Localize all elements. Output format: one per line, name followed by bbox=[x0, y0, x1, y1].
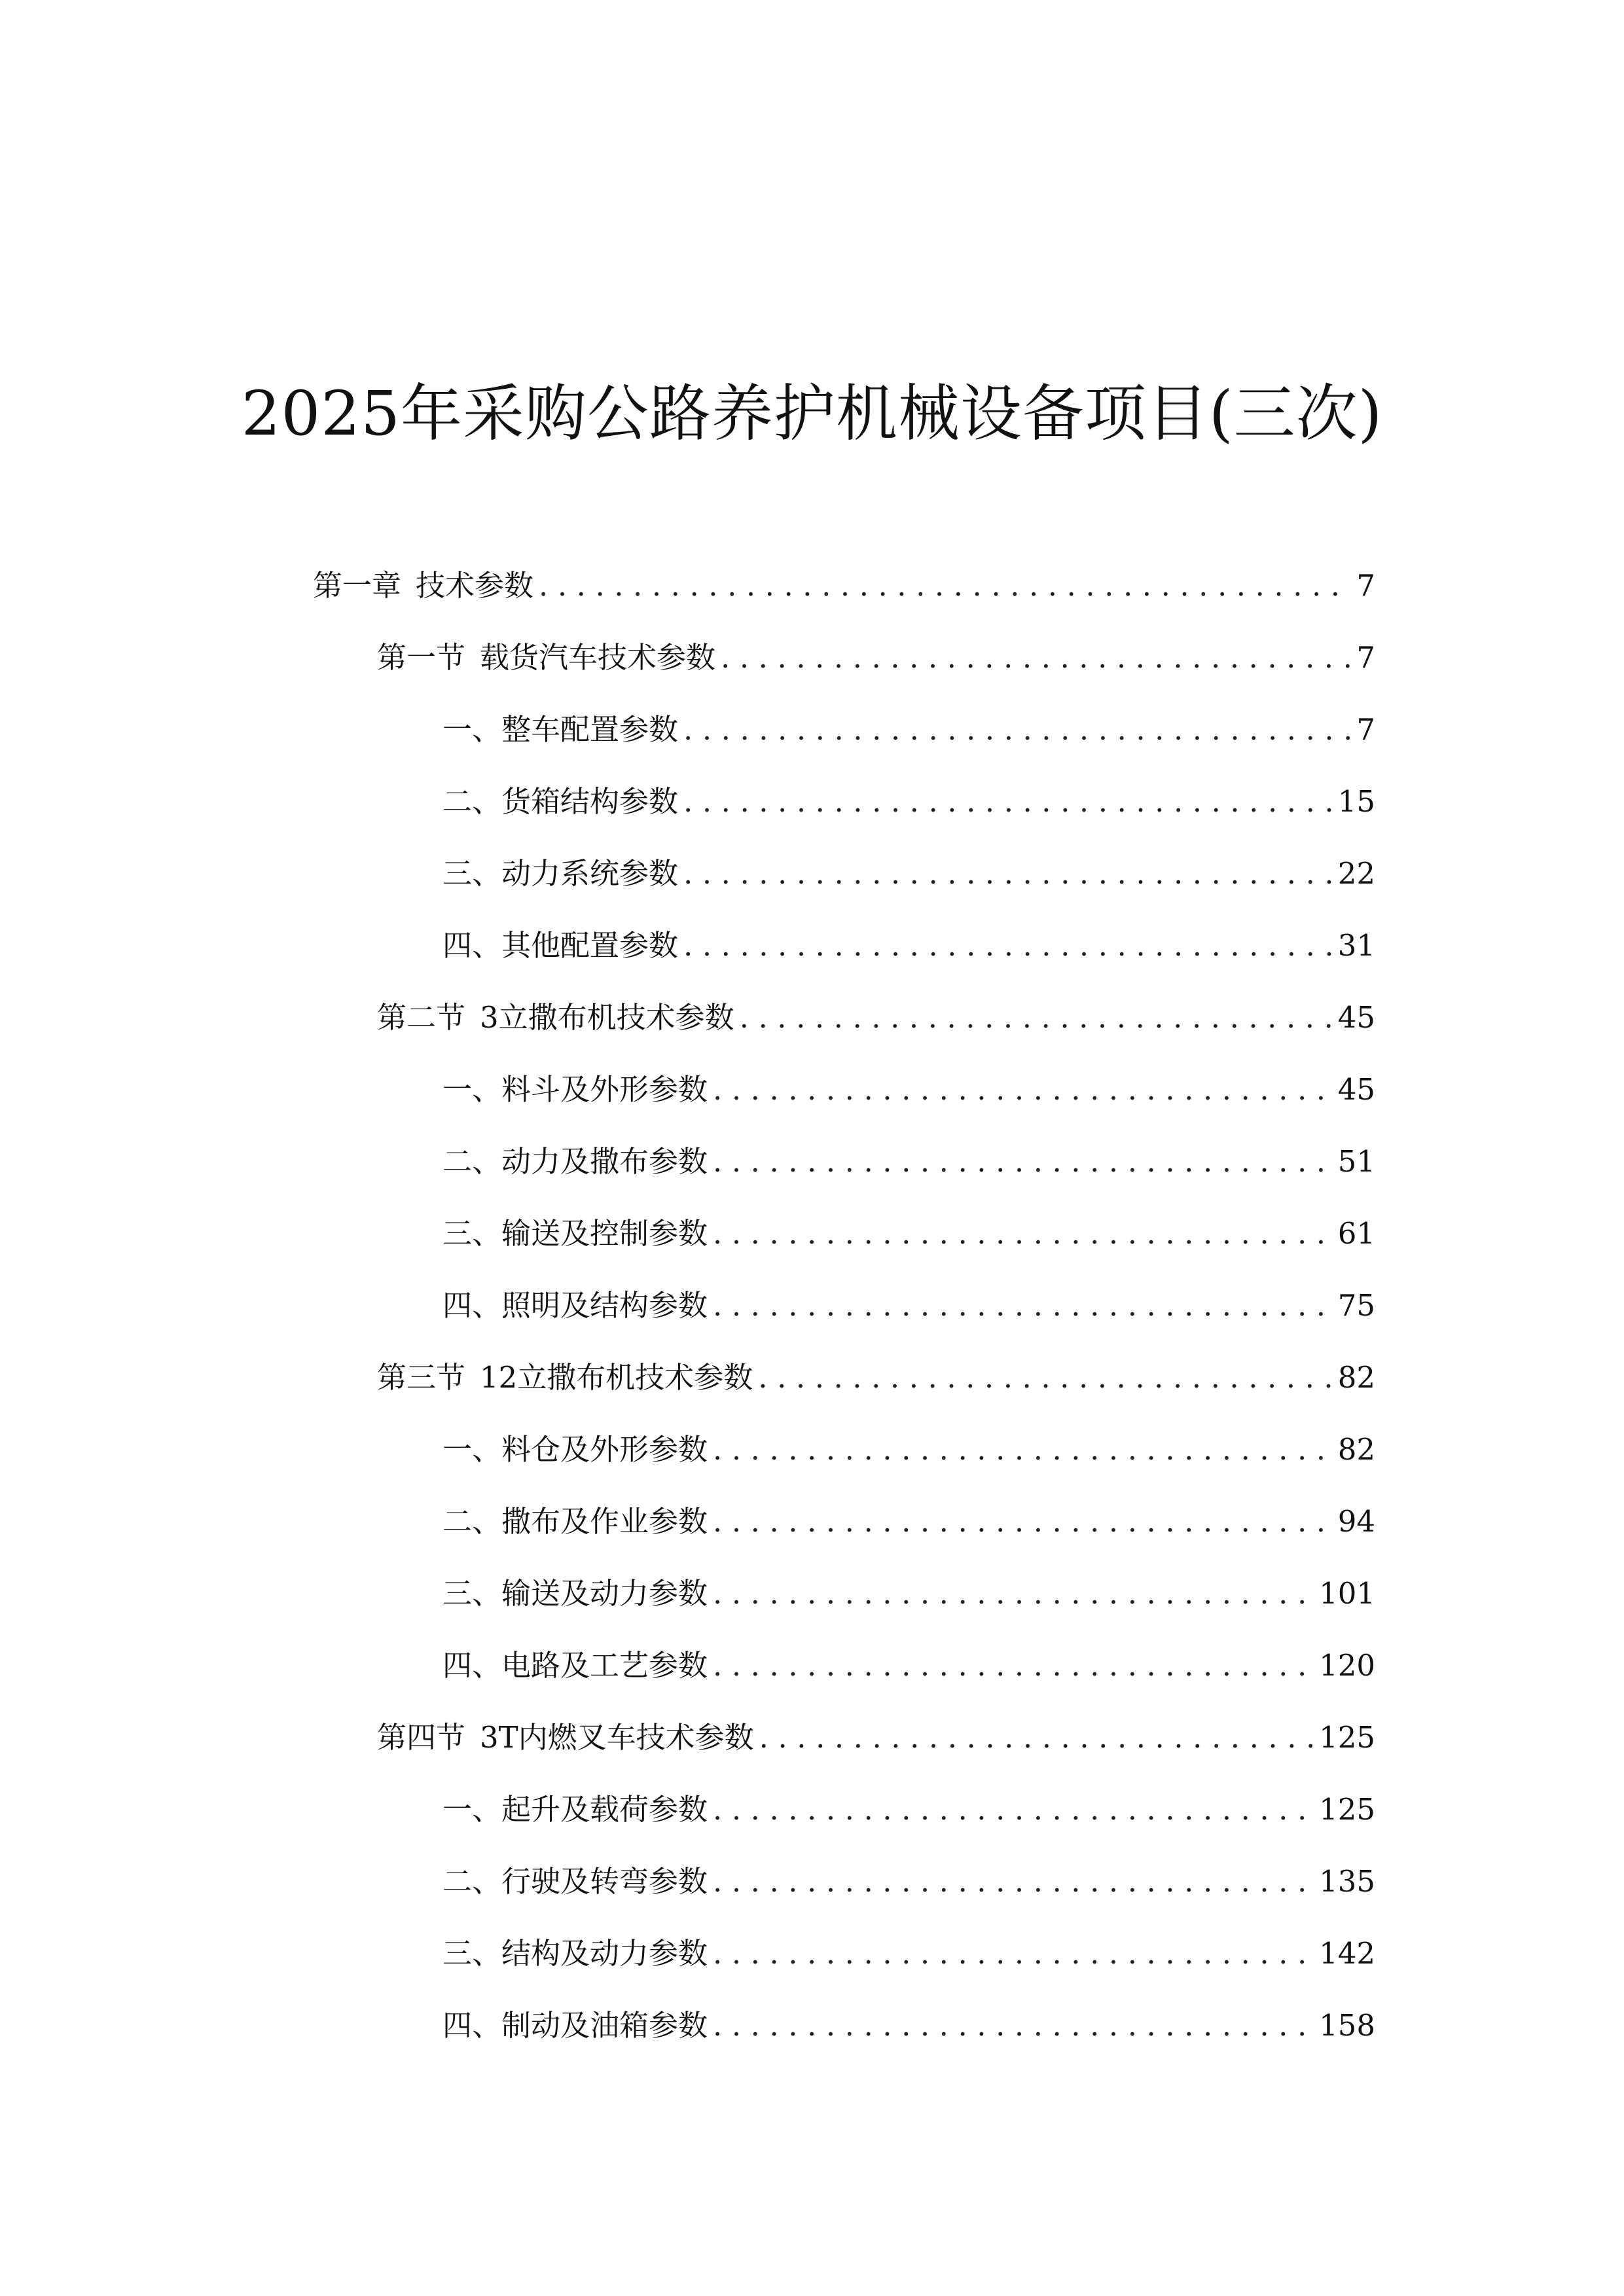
toc-entry-title: 3立撒布机技术参数 bbox=[480, 1000, 734, 1035]
toc-entry-number: 四、 bbox=[442, 2008, 502, 2043]
toc-entry-title: 照明及结构参数 bbox=[501, 1288, 708, 1323]
dot-leader bbox=[713, 1859, 1315, 1905]
toc-page-number: 22 bbox=[1337, 856, 1375, 891]
toc-entry-number: 三、 bbox=[442, 856, 502, 891]
toc-page-number: 31 bbox=[1337, 928, 1375, 963]
toc-page-number: 82 bbox=[1337, 1360, 1375, 1395]
dot-leader bbox=[740, 995, 1334, 1041]
toc-page-number: 15 bbox=[1337, 784, 1375, 819]
toc-entry-title: 起升及载荷参数 bbox=[501, 1792, 708, 1827]
toc-entry-title: 动力及撒布参数 bbox=[501, 1144, 708, 1179]
toc-entry-number: 三、 bbox=[442, 1216, 502, 1251]
toc-entry-title: 料仓及外形参数 bbox=[501, 1432, 708, 1467]
toc-entry-title: 12立撒布机技术参数 bbox=[480, 1360, 753, 1395]
toc-page-number: 45 bbox=[1337, 1072, 1375, 1107]
toc-item[interactable] bbox=[442, 1859, 1375, 1905]
toc-entry-title: 电路及工艺参数 bbox=[501, 1648, 708, 1683]
toc-item[interactable] bbox=[442, 1283, 1375, 1329]
toc-entry-title: 载货汽车技术参数 bbox=[480, 640, 716, 675]
dot-leader bbox=[713, 1067, 1334, 1113]
toc-entry-title: 整车配置参数 bbox=[501, 712, 679, 747]
toc-page-number: 125 bbox=[1319, 1792, 1375, 1827]
toc-page-number: 61 bbox=[1337, 1216, 1375, 1251]
toc-page-number: 135 bbox=[1319, 1864, 1375, 1899]
toc-item[interactable] bbox=[442, 1139, 1375, 1185]
toc-entry-number: 第一节 bbox=[377, 640, 466, 675]
toc-item[interactable] bbox=[442, 1211, 1375, 1257]
toc-item[interactable] bbox=[442, 707, 1375, 753]
toc-page-number: 75 bbox=[1337, 1288, 1375, 1323]
toc-section-3[interactable] bbox=[377, 1355, 1375, 1401]
toc-page-number: 94 bbox=[1337, 1504, 1375, 1539]
toc-entry-number: 四、 bbox=[442, 1288, 502, 1323]
toc-entry-title: 料斗及外形参数 bbox=[501, 1072, 708, 1107]
toc-entry-title: 撒布及作业参数 bbox=[501, 1504, 708, 1539]
toc-page-number: 51 bbox=[1337, 1144, 1375, 1179]
toc-entry-label bbox=[377, 635, 715, 681]
toc-page-number: 7 bbox=[1356, 568, 1375, 603]
toc-entry-number: 第四节 bbox=[377, 1720, 466, 1755]
dot-leader bbox=[713, 1931, 1315, 1977]
toc-page-number: 120 bbox=[1319, 1648, 1375, 1683]
toc-page-number: 82 bbox=[1337, 1432, 1375, 1467]
dot-leader bbox=[713, 1787, 1315, 1833]
dot-leader bbox=[683, 851, 1334, 897]
dot-leader bbox=[759, 1715, 1315, 1761]
toc-entry-number: 二、 bbox=[442, 1504, 502, 1539]
toc-page-number: 125 bbox=[1319, 1720, 1375, 1755]
dot-leader bbox=[721, 635, 1352, 681]
toc-entry-number: 第一章 bbox=[313, 568, 402, 603]
toc-entry-number: 一、 bbox=[442, 1432, 502, 1467]
toc-entry-number: 二、 bbox=[442, 784, 502, 819]
toc-page-number: 7 bbox=[1356, 640, 1375, 675]
toc-entry-title: 其他配置参数 bbox=[501, 928, 679, 963]
toc-item[interactable] bbox=[442, 1931, 1375, 1977]
toc-section-1[interactable] bbox=[377, 635, 1375, 681]
dot-leader bbox=[713, 1571, 1315, 1617]
toc-entry-title: 货箱结构参数 bbox=[501, 784, 679, 819]
toc-section-4[interactable] bbox=[377, 1715, 1375, 1761]
dot-leader bbox=[683, 779, 1334, 825]
toc-page-number: 158 bbox=[1319, 2008, 1375, 2043]
toc-item[interactable] bbox=[442, 1067, 1375, 1113]
toc-entry-title: 动力系统参数 bbox=[501, 856, 679, 891]
toc-entry-label bbox=[377, 1355, 753, 1401]
toc-item[interactable] bbox=[442, 1499, 1375, 1545]
toc-entry-label bbox=[377, 1715, 754, 1761]
toc-entry-number: 一、 bbox=[442, 712, 502, 747]
dot-leader bbox=[713, 1211, 1334, 1257]
toc-entry-title: 行驶及转弯参数 bbox=[501, 1864, 708, 1899]
toc-item[interactable] bbox=[442, 1787, 1375, 1833]
toc-item[interactable] bbox=[442, 1643, 1375, 1689]
toc-entry-number: 二、 bbox=[442, 1864, 502, 1899]
toc-section-2[interactable] bbox=[377, 995, 1375, 1041]
dot-leader bbox=[713, 1643, 1315, 1689]
toc-page-number: 101 bbox=[1319, 1576, 1375, 1611]
toc-item[interactable] bbox=[442, 1427, 1375, 1473]
dot-leader bbox=[758, 1355, 1333, 1401]
toc-page-number: 142 bbox=[1319, 1936, 1375, 1971]
toc-entry-label bbox=[377, 995, 734, 1041]
toc-item[interactable] bbox=[442, 779, 1375, 825]
toc-entry-number: 三、 bbox=[442, 1936, 502, 1971]
dot-leader bbox=[713, 1283, 1334, 1329]
toc-entry-number: 四、 bbox=[442, 1648, 502, 1683]
toc-item[interactable] bbox=[442, 923, 1375, 969]
dot-leader bbox=[683, 707, 1352, 753]
toc-entry-number: 四、 bbox=[442, 928, 502, 963]
toc-entry-number: 一、 bbox=[442, 1792, 502, 1827]
toc-item[interactable] bbox=[442, 2003, 1375, 2049]
dot-leader bbox=[713, 1139, 1334, 1185]
toc-entry-title: 技术参数 bbox=[416, 568, 534, 603]
toc-item[interactable] bbox=[442, 1571, 1375, 1617]
dot-leader bbox=[683, 923, 1334, 969]
dot-leader bbox=[713, 1427, 1334, 1473]
toc-entry-title: 输送及动力参数 bbox=[501, 1576, 708, 1611]
toc-item[interactable] bbox=[442, 851, 1375, 897]
dot-leader bbox=[539, 563, 1352, 609]
toc-entry-number: 一、 bbox=[442, 1072, 502, 1107]
toc-entry-title: 结构及动力参数 bbox=[501, 1936, 708, 1971]
dot-leader bbox=[713, 1499, 1334, 1545]
toc-entry-number: 二、 bbox=[442, 1144, 502, 1179]
toc-entry-title: 3T内燃叉车技术参数 bbox=[480, 1720, 754, 1755]
page-title: 2025年采购公路养护机械设备项目(三次) bbox=[241, 378, 1383, 450]
toc-page-number: 45 bbox=[1337, 1000, 1375, 1035]
toc-entry-number: 第三节 bbox=[377, 1360, 466, 1395]
toc-entry-title: 制动及油箱参数 bbox=[501, 2008, 708, 2043]
toc-entry-number: 第二节 bbox=[377, 1000, 466, 1035]
toc-entry-number: 三、 bbox=[442, 1576, 502, 1611]
toc-entry-label bbox=[313, 563, 533, 609]
dot-leader bbox=[713, 2003, 1315, 2049]
toc-entry-title: 输送及控制参数 bbox=[501, 1216, 708, 1251]
toc-page-number: 7 bbox=[1356, 712, 1375, 747]
toc-chapter-1[interactable] bbox=[313, 563, 1375, 609]
